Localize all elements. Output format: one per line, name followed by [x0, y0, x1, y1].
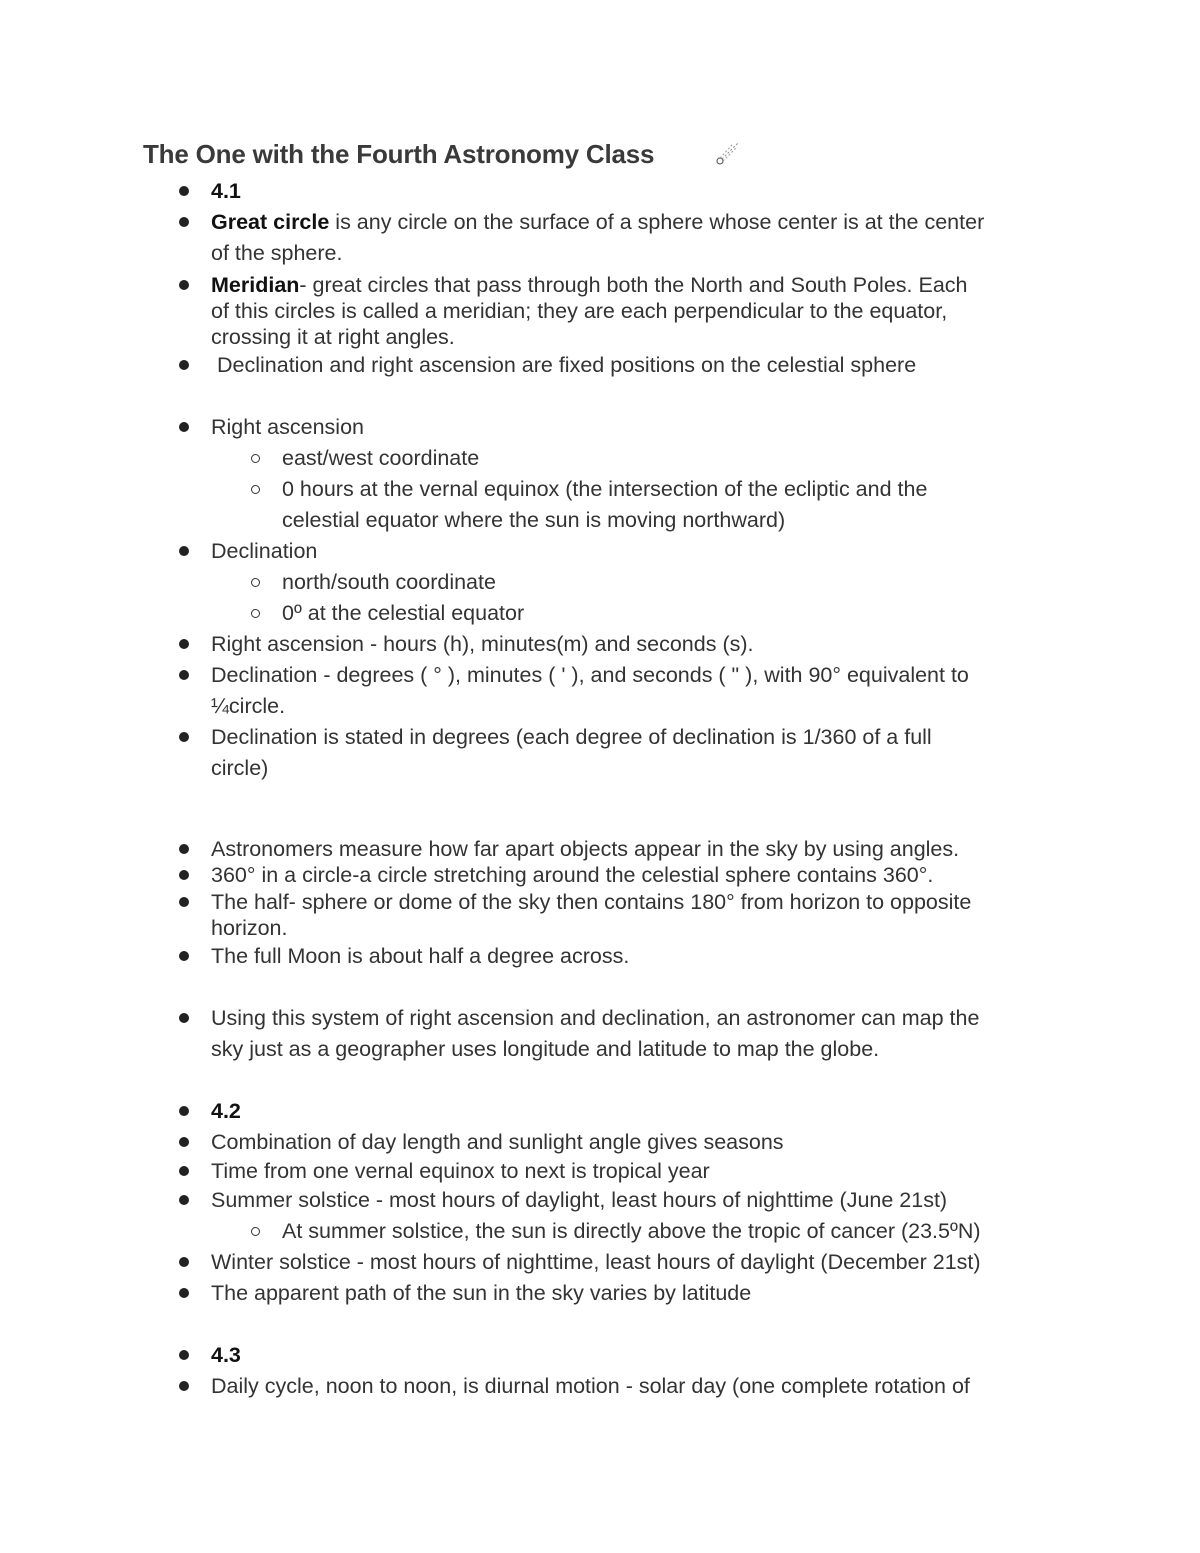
- item-text: Using this system of right ascension and declination, an astronomer can map the: [211, 1006, 980, 1030]
- list-item: [211, 629, 1071, 660]
- list-item: [211, 176, 1071, 207]
- item-text: Declination - degrees ( ° ), minutes ( ' ), and seconds ( " ), with 90° equivalent to: [211, 663, 969, 687]
- item-text-line: of this circles is called a meridian; they are each perpendicular to the equator,: [211, 299, 948, 323]
- item-text: Winter solstice - most hours of nighttime, least hours of daylight (December 21st): [211, 1250, 981, 1274]
- list-item: [211, 1247, 1071, 1278]
- item-text: The half- sphere or dome of the sky then contains 180° from horizon to opposite: [211, 890, 972, 914]
- hollow-bullet-icon: [251, 485, 260, 494]
- item-text-line: sky just as a geographer uses longitude and latitude to map the globe.: [211, 1037, 880, 1061]
- item-text: The full Moon is about half a degree across.: [211, 944, 630, 968]
- section-heading: 4.3: [211, 1343, 241, 1367]
- bullet-icon: [179, 951, 189, 961]
- list-item: [211, 272, 1071, 350]
- item-text: - great circles that pass through both the North and South Poles. Each: [299, 273, 968, 297]
- list-item: [211, 1158, 1071, 1184]
- sub-list-item: [282, 1216, 1072, 1247]
- bullet-icon: [179, 1106, 189, 1116]
- sub-list-item: [282, 474, 1072, 536]
- item-text: 0 hours at the vernal equinox (the intersection of the ecliptic and the: [282, 477, 928, 501]
- list-item: [211, 412, 1071, 443]
- list-item: [211, 1278, 1071, 1309]
- bullet-icon: [179, 1195, 189, 1205]
- item-text: Declination: [211, 539, 318, 563]
- item-text: north/south coordinate: [282, 570, 496, 594]
- item-text: east/west coordinate: [282, 446, 480, 470]
- bullet-icon: [179, 1350, 189, 1360]
- bullet-icon: [179, 546, 189, 556]
- hollow-bullet-icon: [251, 1227, 260, 1236]
- list-item: [211, 889, 1071, 941]
- bullet-icon: [179, 217, 189, 227]
- comet-icon: [714, 139, 742, 167]
- item-text: 360° in a circle-a circle stretching around the celestial sphere contains 360°.: [211, 863, 934, 887]
- item-text-line: circle): [211, 756, 269, 780]
- item-text-line: celestial equator where the sun is moving northward): [282, 508, 786, 532]
- bullet-icon: [179, 639, 189, 649]
- item-text-line: crossing it at right angles.: [211, 325, 455, 349]
- list-item: [211, 1096, 1071, 1127]
- item-text-line: horizon.: [211, 916, 288, 940]
- item-text: Right ascension: [211, 415, 364, 439]
- list-item: [211, 1340, 1071, 1371]
- bullet-icon: [179, 186, 189, 196]
- item-text: Astronomers measure how far apart objects appear in the sky by using angles.: [211, 837, 960, 861]
- bullet-icon: [179, 422, 189, 432]
- bullet-icon: [179, 1013, 189, 1023]
- item-text: Right ascension - hours (h), minutes(m) and seconds (s).: [211, 632, 754, 656]
- bullet-icon: [179, 360, 189, 370]
- item-text: Declination and right ascension are fixed positions on the celestial sphere: [217, 353, 917, 377]
- bullet-icon: [179, 897, 189, 907]
- hollow-bullet-icon: [251, 578, 260, 587]
- list-item: [211, 1129, 1071, 1155]
- list-item: [211, 660, 1071, 722]
- list-item: [211, 207, 1071, 269]
- item-text-line: of the sphere.: [211, 241, 343, 265]
- sub-list-item: [282, 598, 1072, 629]
- bullet-icon: [179, 844, 189, 854]
- bullet-icon: [179, 1288, 189, 1298]
- item-text: Declination is stated in degrees (each degree of declination is 1/360 of a full: [211, 725, 932, 749]
- item-text-line: ¼circle.: [211, 694, 286, 718]
- page-title: The One with the Fourth Astronomy Class: [143, 139, 655, 169]
- item-text: Daily cycle, noon to noon, is diurnal motion - solar day (one complete rotation of: [211, 1374, 970, 1398]
- bullet-icon: [179, 1137, 189, 1147]
- section-heading: 4.1: [211, 179, 241, 203]
- list-item: [211, 1185, 1071, 1216]
- bullet-icon: [179, 1257, 189, 1267]
- hollow-bullet-icon: [251, 609, 260, 618]
- hollow-bullet-icon: [251, 454, 260, 463]
- list-item: [211, 1003, 1071, 1065]
- list-item: [211, 536, 1071, 567]
- item-text: 0º at the celestial equator: [282, 601, 525, 625]
- bullet-icon: [179, 1381, 189, 1391]
- item-text: Time from one vernal equinox to next is tropical year: [211, 1159, 710, 1183]
- list-item: [211, 862, 1071, 888]
- item-text: At summer solstice, the sun is directly above the tropic of cancer (23.5ºN): [282, 1219, 981, 1243]
- item-text: The apparent path of the sun in the sky varies by latitude: [211, 1281, 752, 1305]
- sub-list-item: [282, 567, 1072, 598]
- list-item: [211, 836, 1071, 862]
- item-text: Combination of day length and sunlight angle gives seasons: [211, 1130, 784, 1154]
- bullet-icon: [179, 1166, 189, 1176]
- sub-list-item: [282, 443, 1072, 474]
- item-text: is any circle on the surface of a sphere whose center is at the center: [329, 210, 985, 234]
- item-text: Summer solstice - most hours of daylight, least hours of nighttime (June 21st): [211, 1188, 948, 1212]
- section-heading: 4.2: [211, 1099, 241, 1123]
- term: Great circle: [211, 210, 330, 234]
- list-item: [211, 722, 1071, 784]
- bullet-icon: [179, 870, 189, 880]
- term: Meridian: [211, 273, 300, 297]
- bullet-icon: [179, 280, 189, 290]
- bullet-icon: [179, 670, 189, 680]
- bullet-icon: [179, 732, 189, 742]
- list-item: [211, 943, 1071, 969]
- list-item: [211, 1371, 1071, 1402]
- list-item: [211, 350, 1071, 381]
